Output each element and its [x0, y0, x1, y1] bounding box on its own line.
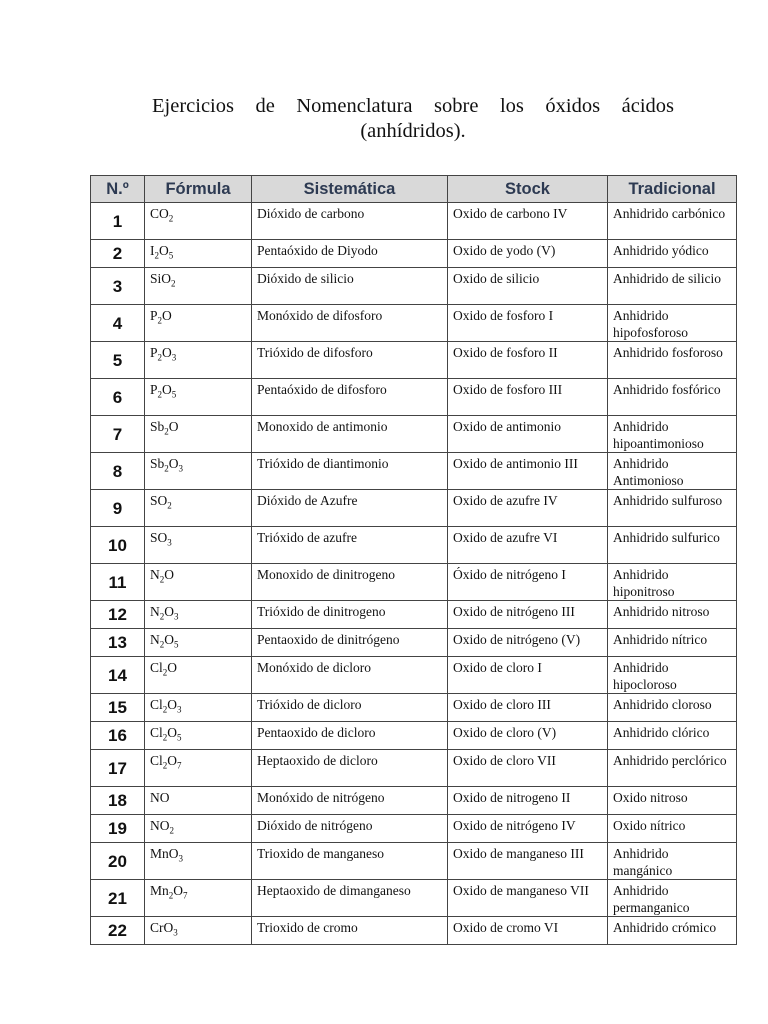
stock-cell: Oxido de nitrógeno III	[448, 601, 608, 629]
stock-cell: Oxido de cloro III	[448, 694, 608, 722]
sistematica-cell: Trióxido de azufre	[252, 527, 448, 564]
sistematica-cell: Trióxido de diantimonio	[252, 453, 448, 490]
sistematica-cell: Pentaoxido de dicloro	[252, 722, 448, 750]
tradicional-cell: Anhidrido Antimonioso	[608, 453, 737, 490]
table-row	[91, 917, 737, 945]
row-number: 8	[91, 453, 145, 490]
tradicional-cell: Anhidrido crómico	[608, 917, 737, 945]
stock-cell: Oxido de fosforo II	[448, 342, 608, 379]
formula-cell: $N_2O$	[145, 564, 252, 601]
stock-cell: Oxido de yodo (V)	[448, 240, 608, 268]
formula-subscript: 2	[157, 315, 163, 326]
table-row	[91, 453, 737, 490]
stock-cell: Oxido de fosforo I	[448, 305, 608, 342]
table-row	[91, 240, 737, 268]
sistematica-cell: Heptaoxido de dimanganeso	[252, 880, 448, 917]
sistematica-cell: Monóxido de nitrógeno	[252, 787, 448, 815]
tradicional-cell: Anhidrido fosforoso	[608, 342, 737, 379]
row-number: 3	[91, 268, 145, 305]
tradicional-cell: Anhidrido sulfuroso	[608, 490, 737, 527]
nomenclature-table	[90, 175, 737, 945]
stock-cell: Oxido de manganeso VII	[448, 880, 608, 917]
formula-cell: CrO$_3$	[145, 917, 252, 945]
tradicional-cell: Anhidrido carbónico	[608, 203, 737, 240]
formula-cell: NO	[145, 787, 252, 815]
row-number: 12	[91, 601, 145, 629]
formula-subscript: 2	[164, 426, 169, 437]
formula-subscript: 2	[162, 732, 168, 743]
formula-cell: SiO$_2$	[145, 268, 252, 305]
row-number: 15	[91, 694, 145, 722]
row-number: 7	[91, 416, 145, 453]
table-row	[91, 843, 737, 880]
stock-cell: Óxido de nitrógeno I	[448, 564, 608, 601]
formula-subscript: 3	[171, 352, 177, 363]
formula-subscript: 2	[171, 278, 176, 289]
table-row	[91, 342, 737, 379]
stock-cell: Oxido de nitrógeno IV	[448, 815, 608, 843]
tradicional-cell: Anhidrido cloroso	[608, 694, 737, 722]
sistematica-cell: Monoxido de dinitrogeno	[252, 564, 448, 601]
sistematica-cell: Dióxido de Azufre	[252, 490, 448, 527]
formula-subscript: 3	[178, 853, 184, 864]
table-row	[91, 416, 737, 453]
sistematica-cell: Monoxido de antimonio	[252, 416, 448, 453]
formula-cell: $Cl_2O_7$	[145, 750, 252, 787]
formula-cell: $Cl_2O_5$	[145, 722, 252, 750]
tradicional-cell: Anhidrido hiponitroso	[608, 564, 737, 601]
table-row	[91, 750, 737, 787]
sistematica-cell: Dióxido de silicio	[252, 268, 448, 305]
formula-subscript: 2	[159, 574, 165, 585]
tradicional-cell: Anhidrido permanganico	[608, 880, 737, 917]
sistematica-cell: Pentaoxido de dinitrógeno	[252, 629, 448, 657]
tradicional-cell: Anhidrido de silicio	[608, 268, 737, 305]
row-number: 10	[91, 527, 145, 564]
row-number: 16	[91, 722, 145, 750]
formula-subscript: 2	[162, 667, 168, 678]
stock-cell: Oxido de nitrogeno II	[448, 787, 608, 815]
tradicional-cell: Anhidrido perclórico	[608, 750, 737, 787]
formula-subscript: 5	[171, 389, 177, 400]
formula-cell: $I_2O_5$	[145, 240, 252, 268]
formula-subscript: 2	[168, 890, 174, 901]
table-row	[91, 305, 737, 342]
formula-subscript: 2	[159, 639, 165, 650]
stock-cell: Oxido de cloro VII	[448, 750, 608, 787]
table-row	[91, 880, 737, 917]
sistematica-cell: Pentaóxido de difosforo	[252, 379, 448, 416]
formula-subscript: 3	[174, 611, 179, 622]
formula-cell: $N_2O_5$	[145, 629, 252, 657]
table-row	[91, 722, 737, 750]
formula-subscript: 2	[162, 760, 168, 771]
stock-cell: Oxido de carbono IV	[448, 203, 608, 240]
sistematica-cell: Heptaoxido de dicloro	[252, 750, 448, 787]
formula-subscript: 3	[173, 927, 178, 938]
table-row	[91, 203, 737, 240]
formula-cell: $Mn_2O_7$	[145, 880, 252, 917]
formula-subscript: 7	[177, 760, 182, 771]
sistematica-cell: Trióxido de dicloro	[252, 694, 448, 722]
stock-cell: Oxido de cloro I	[448, 657, 608, 694]
tradicional-cell: Anhidrido clórico	[608, 722, 737, 750]
tradicional-cell: Anhidrido nítrico	[608, 629, 737, 657]
formula-cell: $P_2O$	[145, 305, 252, 342]
tradicional-cell: Anhidrido hipofosforoso	[608, 305, 737, 342]
sistematica-cell: Trioxido de cromo	[252, 917, 448, 945]
stock-cell: Oxido de azufre VI	[448, 527, 608, 564]
header-formula: Fórmula	[145, 176, 252, 203]
row-number: 19	[91, 815, 145, 843]
row-number: 11	[91, 564, 145, 601]
sistematica-cell: Monóxido de difosforo	[252, 305, 448, 342]
row-number: 4	[91, 305, 145, 342]
stock-cell: Oxido de cromo VI	[448, 917, 608, 945]
tradicional-cell: Anhidrido nitroso	[608, 601, 737, 629]
sistematica-cell: Monóxido de dicloro	[252, 657, 448, 694]
sistematica-cell: Pentaóxido de Diyodo	[252, 240, 448, 268]
formula-cell: $SO_3$	[145, 527, 252, 564]
formula-subscript: 5	[168, 250, 174, 261]
row-number: 6	[91, 379, 145, 416]
formula-subscript: 7	[183, 890, 188, 901]
formula-subscript: 5	[174, 639, 179, 650]
table-row	[91, 815, 737, 843]
table-row	[91, 268, 737, 305]
row-number: 18	[91, 787, 145, 815]
stock-cell: Oxido de antimonio III	[448, 453, 608, 490]
formula-cell: $Sb_2O_3$	[145, 453, 252, 490]
tradicional-cell: Anhidrido sulfurico	[608, 527, 737, 564]
formula-subscript: 5	[177, 732, 182, 743]
tradicional-cell: Anhidrido hipoantimonioso	[608, 416, 737, 453]
row-number: 5	[91, 342, 145, 379]
row-number: 21	[91, 880, 145, 917]
formula-cell: $NO_2$	[145, 815, 252, 843]
formula-cell: $P_2O_3$	[145, 342, 252, 379]
formula-subscript: 2	[154, 250, 159, 261]
table-row	[91, 601, 737, 629]
stock-cell: Oxido de silicio	[448, 268, 608, 305]
title-line-1: Ejercicios de Nomenclatura sobre los óxidos ácidos	[152, 95, 674, 117]
formula-subscript: 2	[167, 500, 172, 511]
header-num: N.º	[91, 176, 145, 203]
formula-cell: MnO$_3$	[145, 843, 252, 880]
row-number: 9	[91, 490, 145, 527]
formula-subscript: 2	[157, 389, 163, 400]
formula-subscript: 3	[177, 704, 182, 715]
sistematica-cell: Dióxido de nitrógeno	[252, 815, 448, 843]
tradicional-cell: Anhidrido mangánico	[608, 843, 737, 880]
formula-cell: $P_2O_5$	[145, 379, 252, 416]
tradicional-cell: Anhidrido yódico	[608, 240, 737, 268]
page-title	[90, 94, 736, 144]
formula-cell: $Sb_2O$	[145, 416, 252, 453]
table-row	[91, 564, 737, 601]
row-number: 17	[91, 750, 145, 787]
row-number: 22	[91, 917, 145, 945]
table-body	[91, 203, 737, 945]
formula-cell: $SO_2$	[145, 490, 252, 527]
sistematica-cell: Trioxido de manganeso	[252, 843, 448, 880]
header-stock: Stock	[448, 176, 608, 203]
table-row	[91, 629, 737, 657]
formula-cell: $N_2O_3$	[145, 601, 252, 629]
formula-cell: $Cl_2O$	[145, 657, 252, 694]
tradicional-cell: Oxido nitroso	[608, 787, 737, 815]
stock-cell: Oxido de nitrógeno (V)	[448, 629, 608, 657]
tradicional-cell: Anhidrido fosfórico	[608, 379, 737, 416]
stock-cell: Oxido de antimonio	[448, 416, 608, 453]
header-tradicional: Tradicional	[608, 176, 737, 203]
sistematica-cell: Dióxido de carbono	[252, 203, 448, 240]
formula-subscript: 2	[157, 352, 163, 363]
formula-cell: $CO_2$	[145, 203, 252, 240]
table-row	[91, 490, 737, 527]
sistematica-cell: Trióxido de dinitrogeno	[252, 601, 448, 629]
table-row	[91, 527, 737, 564]
row-number: 1	[91, 203, 145, 240]
stock-cell: Oxido de manganeso III	[448, 843, 608, 880]
formula-cell: $Cl_2O_3$	[145, 694, 252, 722]
formula-subscript: 2	[164, 463, 169, 474]
row-number: 2	[91, 240, 145, 268]
table-header-row	[91, 176, 737, 203]
formula-subscript: 2	[169, 825, 174, 836]
table-row	[91, 694, 737, 722]
tradicional-cell: Anhidrido hipocloroso	[608, 657, 737, 694]
formula-subscript: 2	[168, 213, 174, 224]
formula-subscript: 2	[159, 611, 165, 622]
title-line-2: (anhídridos).	[360, 120, 466, 142]
row-number: 20	[91, 843, 145, 880]
stock-cell: Oxido de cloro (V)	[448, 722, 608, 750]
stock-cell: Oxido de azufre IV	[448, 490, 608, 527]
sistematica-cell: Trióxido de difosforo	[252, 342, 448, 379]
row-number: 13	[91, 629, 145, 657]
tradicional-cell: Oxido nítrico	[608, 815, 737, 843]
row-number: 14	[91, 657, 145, 694]
table-row	[91, 379, 737, 416]
header-sistematica: Sistemática	[252, 176, 448, 203]
table-row	[91, 787, 737, 815]
formula-subscript: 3	[178, 463, 184, 474]
formula-subscript: 2	[162, 704, 168, 715]
formula-subscript: 3	[167, 537, 172, 548]
stock-cell: Oxido de fosforo III	[448, 379, 608, 416]
table-row	[91, 657, 737, 694]
